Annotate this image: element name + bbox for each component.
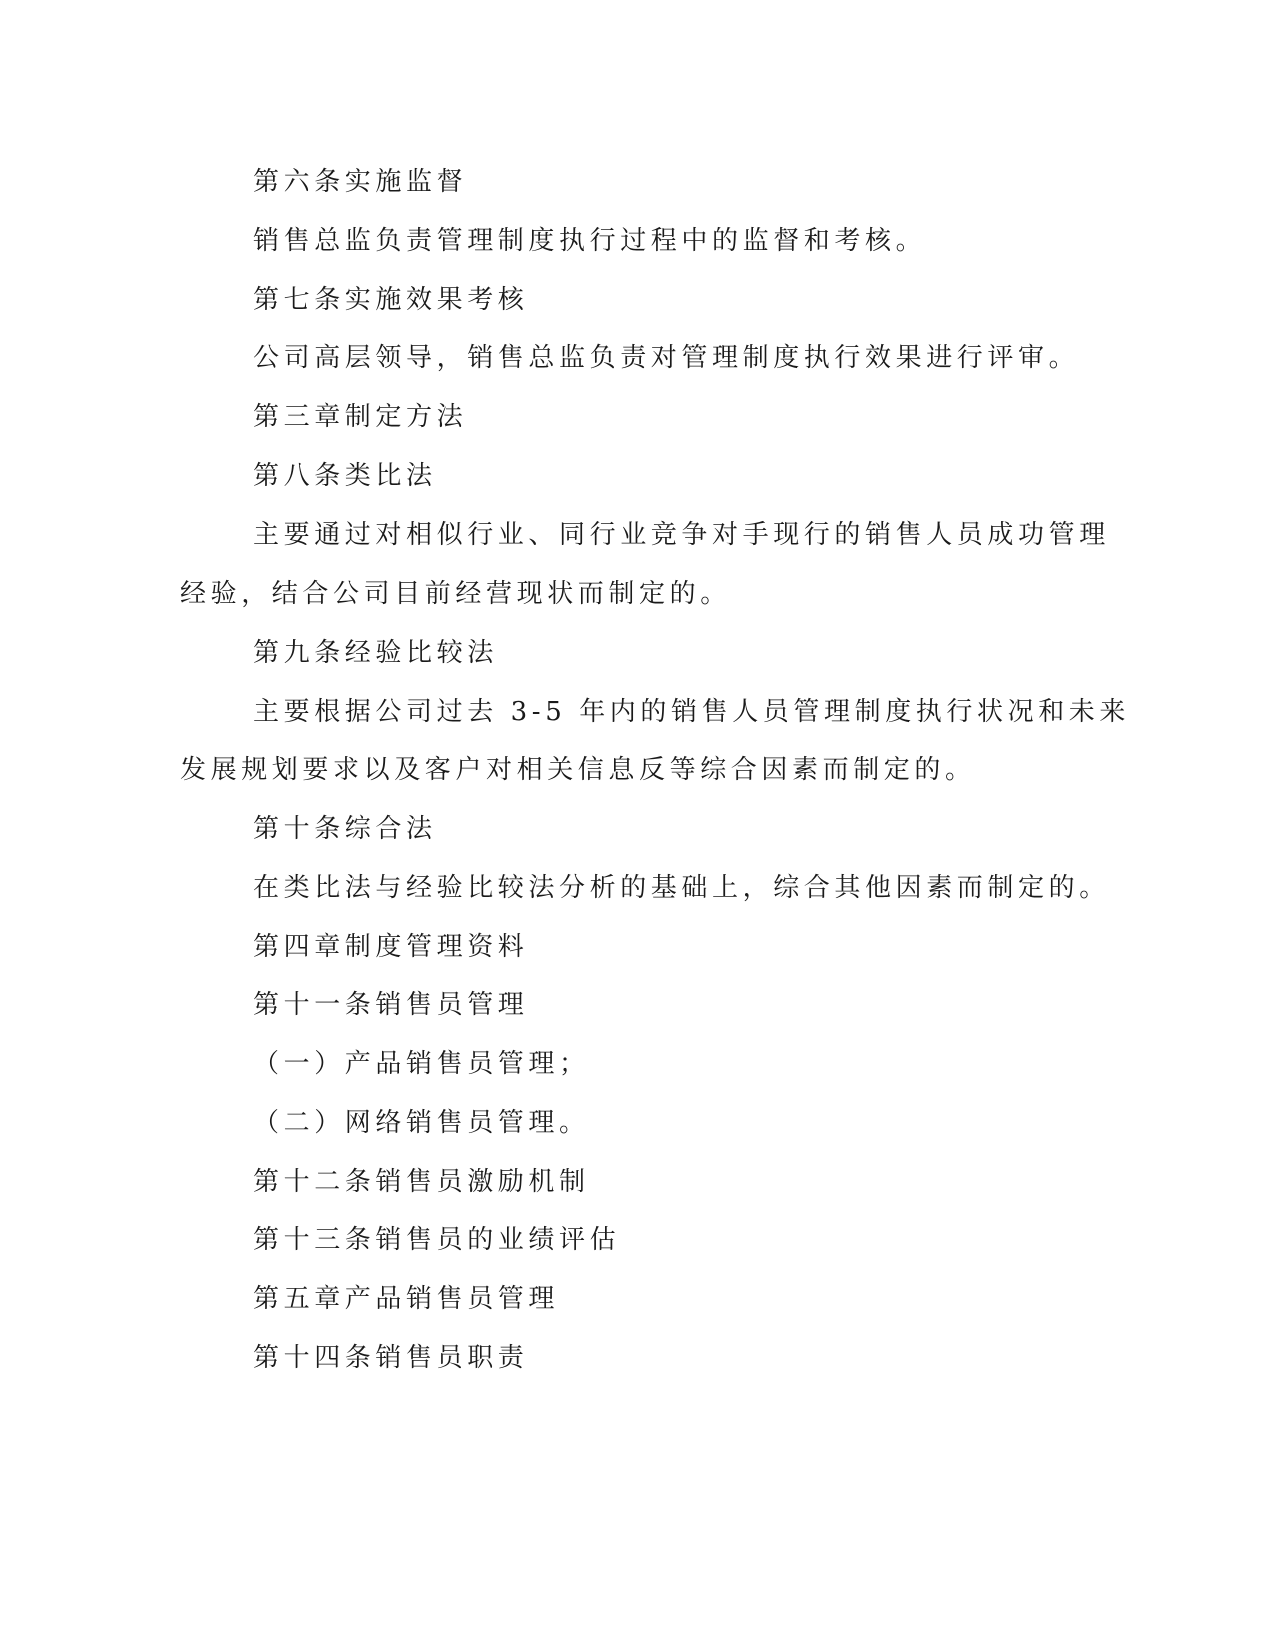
article-9-heading: 第九条经验比较法: [253, 638, 498, 668]
article-8-text-line-2: 经验，结合公司目前经营现状而制定的。: [180, 579, 731, 609]
article-10-text: 在类比法与经验比较法分析的基础上，综合其他因素而制定的。: [253, 873, 1110, 903]
article-8-text-line-1: 主要通过对相似行业、同行业竞争对手现行的销售人员成功管理: [253, 520, 1110, 550]
article-10-heading: 第十条综合法: [253, 814, 437, 844]
chapter-3-heading: 第三章制定方法: [253, 402, 468, 432]
article-9-text-line-1: 主要根据公司过去 3-5 年内的销售人员管理制度执行状况和未来: [253, 697, 1130, 727]
article-9-text-line-2: 发展规划要求以及客户对相关信息反等综合因素而制定的。: [180, 755, 976, 785]
article-6-text: 销售总监负责管理制度执行过程中的监督和考核。: [253, 226, 927, 256]
chapter-5-heading: 第五章产品销售员管理: [253, 1284, 560, 1314]
article-6-heading: 第六条实施监督: [253, 167, 468, 197]
article-8-heading: 第八条类比法: [253, 461, 437, 491]
article-13-heading: 第十三条销售员的业绩评估: [253, 1225, 621, 1255]
chapter-4-heading: 第四章制度管理资料: [253, 932, 529, 962]
article-11-heading: 第十一条销售员管理: [253, 990, 529, 1020]
article-12-heading: 第十二条销售员激励机制: [253, 1167, 590, 1197]
article-14-heading: 第十四条销售员职责: [253, 1343, 529, 1373]
article-7-heading: 第七条实施效果考核: [253, 285, 529, 315]
article-7-text: 公司高层领导，销售总监负责对管理制度执行效果进行评审。: [253, 343, 1080, 373]
article-11-item-2: （二）网络销售员管理。: [253, 1108, 590, 1138]
article-11-item-1: （一）产品销售员管理；: [253, 1049, 590, 1079]
